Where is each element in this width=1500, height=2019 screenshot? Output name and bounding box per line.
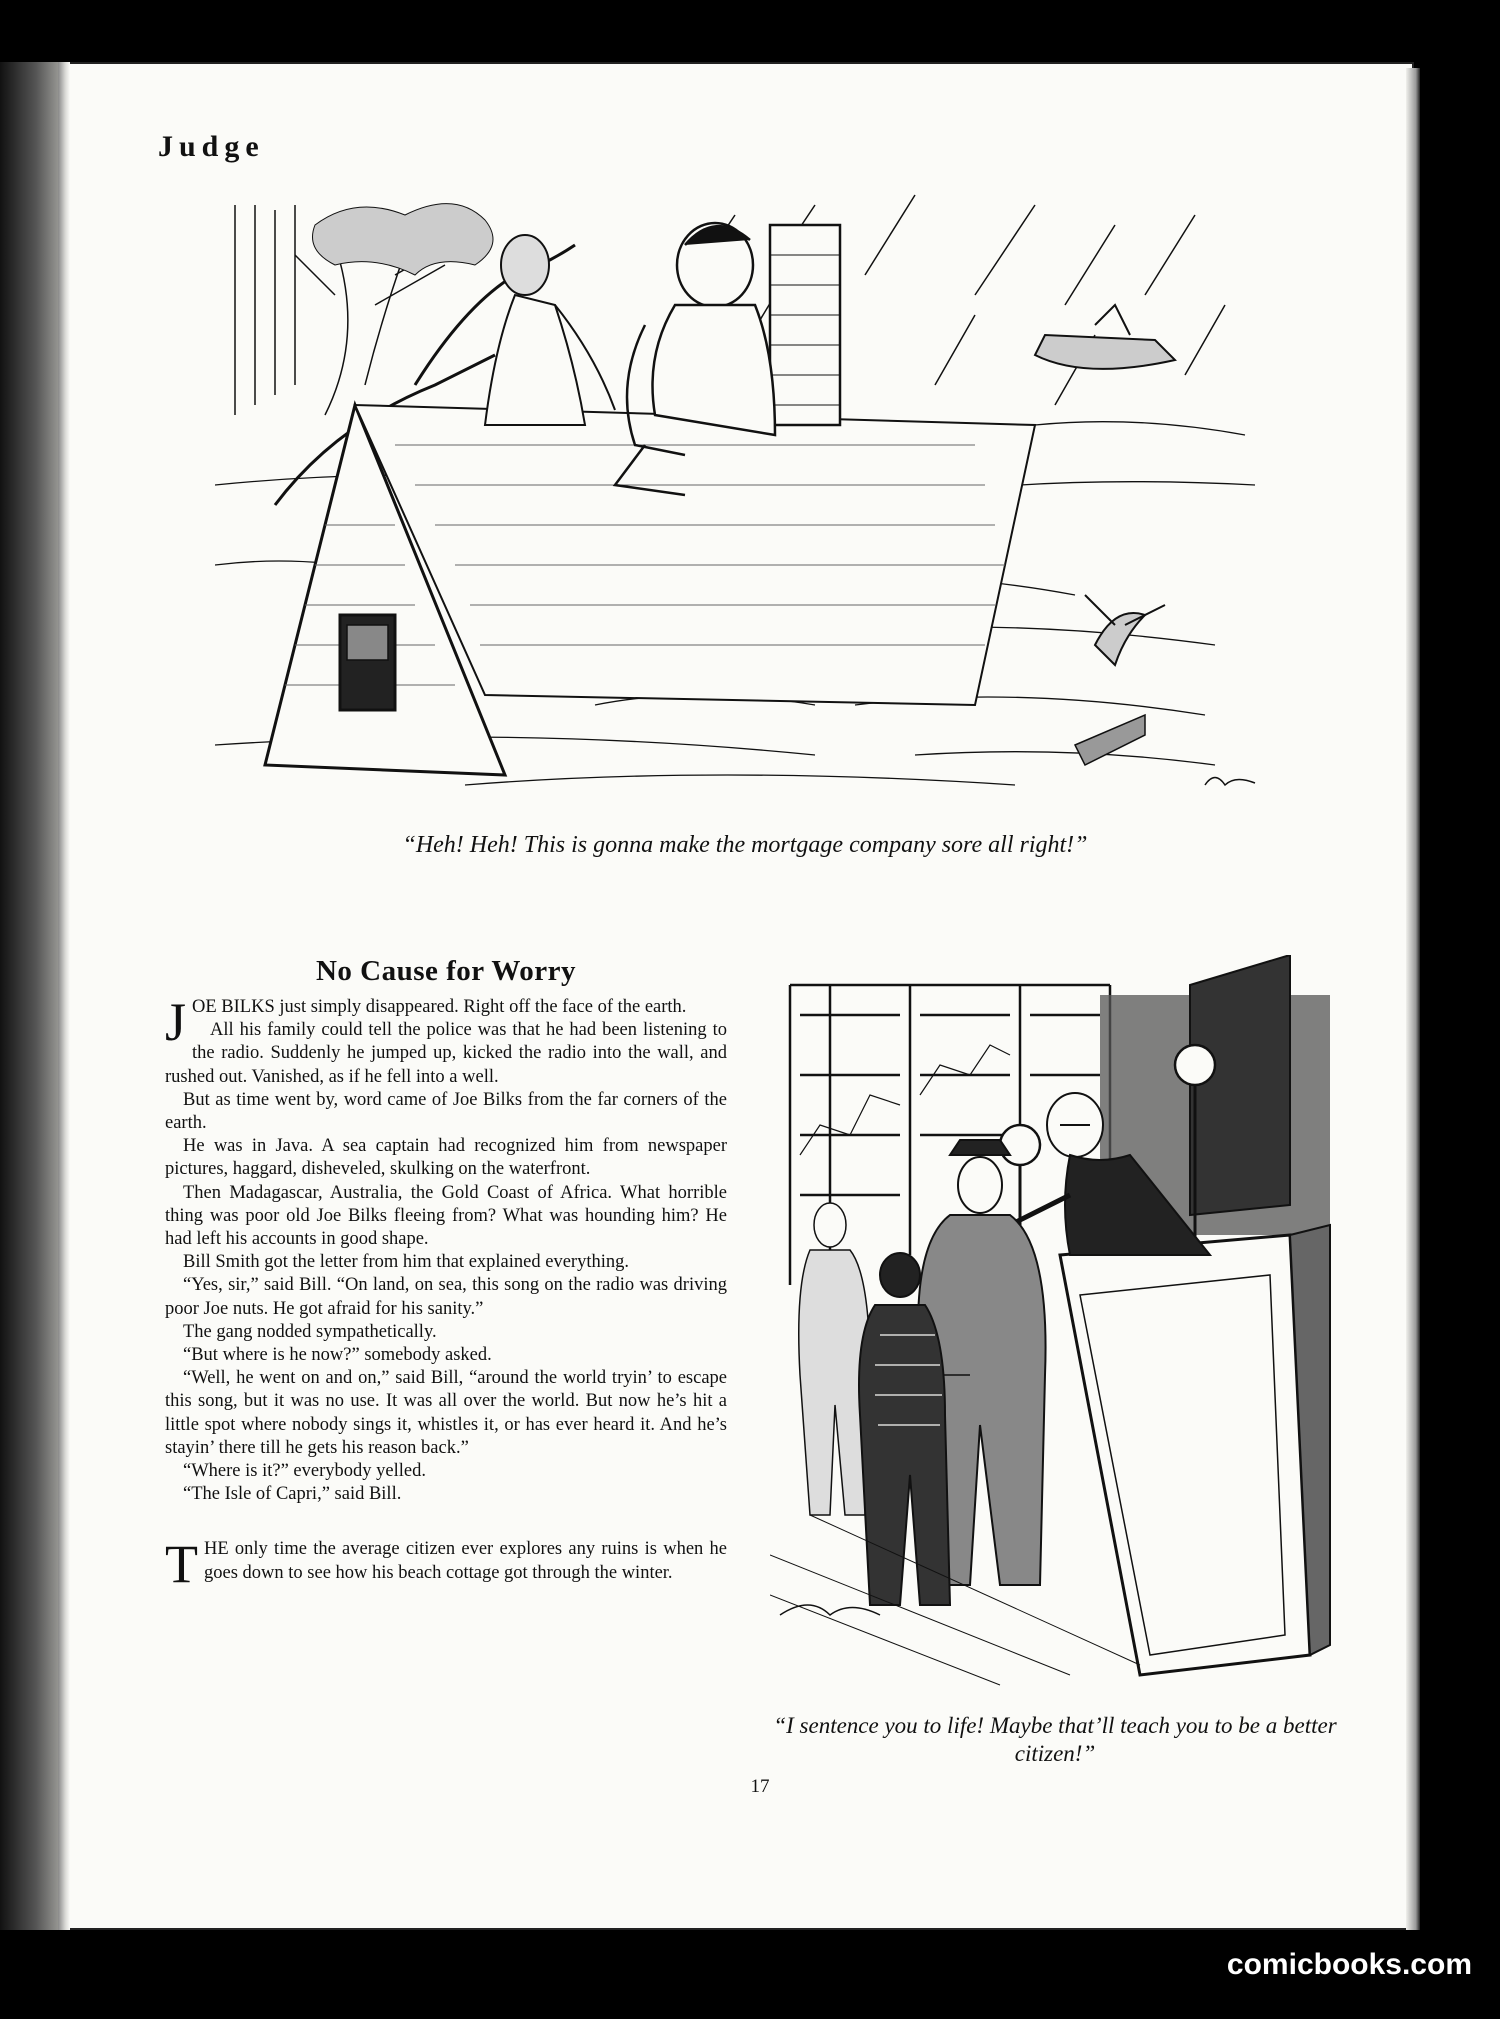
article-paragraph: All his family could tell the police was that he had been listening to the radio. Suddenly he jumped up, kicked the radio into the wall, and rushed out. Vanished, as if he fell into a well. xyxy=(165,1020,727,1087)
page-right-edge xyxy=(1406,68,1420,1930)
article-paragraph: Then Madagascar, Australia, the Gold Coast of Africa. What horrible thing was poor old Joe Bilks fleeing from? What was hounding him? He had left his accounts in good shape. xyxy=(165,1182,727,1250)
cartoon-bottom-caption: “I sentence you to life! Maybe that’ll teach you to be a better citizen!” xyxy=(773,1713,1337,1766)
bird xyxy=(1085,595,1165,665)
article-paragraph: Bill Smith got the letter from him that explained everything. xyxy=(183,1252,629,1273)
rowboat xyxy=(1035,305,1175,369)
woman-on-roof xyxy=(485,235,615,425)
page-gutter xyxy=(58,62,70,1930)
page-number: 17 xyxy=(750,1776,770,1797)
article-paragraph: “But where is he now?” somebody asked. xyxy=(183,1345,492,1366)
article-no-cause-for-worry xyxy=(165,955,727,1595)
article-paragraph: He was in Java. A sea captain had recognized him from newspaper pictures, haggard, disheveled, skulking on the waterfront. xyxy=(165,1136,727,1180)
article-paragraph: JOE BILKS just simply disappeared. Right off the face of the earth. xyxy=(165,992,687,1052)
article-paragraph: “Where is it?” everybody yelled. xyxy=(183,1461,426,1482)
watermark: comicbooks.com xyxy=(1226,1948,1472,1981)
drop-cap: J xyxy=(165,992,187,1052)
article-paragraph: “The Isle of Capri,” said Bill. xyxy=(183,1484,402,1505)
cartoon-flood-rooftop xyxy=(215,185,1275,815)
masthead: Judge xyxy=(158,130,265,163)
article-headline: No Cause for Worry xyxy=(315,955,577,987)
filler-paragraph: THE only time the average citizen ever explores any ruins is when he goes down to see how his beach cottage got through the winter. xyxy=(165,1534,727,1595)
article-paragraph: But as time went by, word came of Joe Bilks from the far corners of the earth. xyxy=(165,1089,727,1134)
house-roof xyxy=(265,405,1035,775)
cartoon-top-caption: “Heh! Heh! This is gonna make the mortgage company sore all right!” xyxy=(402,832,1088,858)
filler-drop-cap: T xyxy=(165,1534,198,1595)
article-paragraph: “Well, he went on and on,” said Bill, “around the world tryin’ to escape this song, but it was no use. It was all over the world. But now he’s hit a little spot where nobody sings it, whistles it, or has ever heard it. And he’s stayin’ there till he gets his reason back.” xyxy=(165,1368,727,1458)
article-paragraph: “Yes, sir,” said Bill. “On land, on sea, this song on the radio was driving poor Joe nuts. He got afraid for his sanity.” xyxy=(165,1275,727,1319)
article-paragraph: The gang nodded sympathetically. xyxy=(183,1321,437,1342)
chimney xyxy=(770,225,840,425)
judge-bench xyxy=(1060,1225,1330,1675)
previous-page-edge xyxy=(0,62,60,1930)
cartoon-courtroom xyxy=(770,955,1335,1695)
